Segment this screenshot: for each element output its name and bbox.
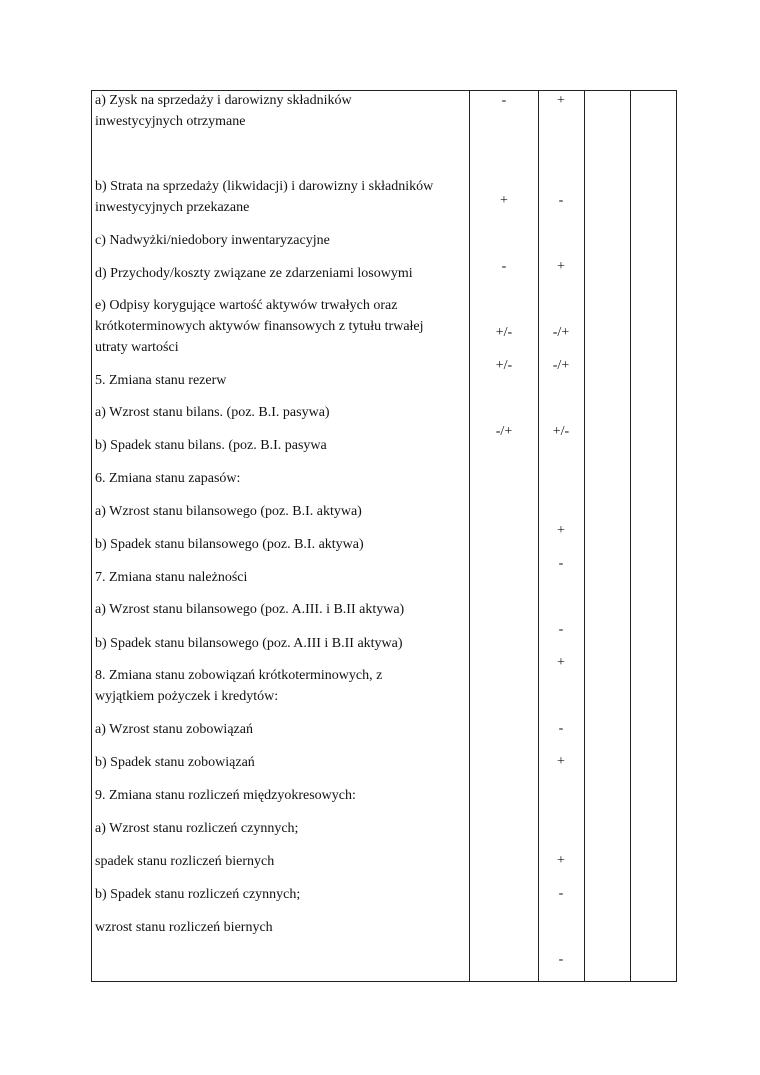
column-1-mark: +/- [495, 358, 513, 373]
description-row: 8. Zmiana stanu zobowiązań krótkoterminowych, z [95, 668, 383, 683]
column-2-mark: - [558, 193, 564, 208]
description-row: b) Spadek stanu bilansowego (poz. A.III i B.II aktywa) [95, 636, 403, 651]
description-row: a) Wzrost stanu bilansowego (poz. A.III. i B.II aktywa) [95, 602, 405, 617]
description-row: 5. Zmiana stanu rezerw [95, 373, 227, 388]
description-row: a) Wzrost stanu rozliczeń czynnych; [95, 821, 299, 836]
description-row: a) Wzrost stanu zobowiązań [95, 722, 253, 737]
column-2-mark: +/- [552, 424, 570, 439]
column-2-mark: + [557, 523, 565, 538]
column-2-mark: - [558, 721, 564, 736]
column-1-mark: + [500, 193, 508, 208]
column-2-mark: - [558, 952, 564, 967]
column-2-mark: -/+ [552, 358, 570, 373]
description-row: 7. Zmiana stanu należności [95, 570, 248, 585]
column-divider-1 [469, 90, 470, 982]
description-row: b) Spadek stanu bilansowego (poz. B.I. aktywa) [95, 537, 364, 552]
description-row: spadek stanu rozliczeń biernych [95, 854, 275, 869]
description-row: krótkoterminowych aktywów finansowych z tytułu trwałej [95, 319, 424, 334]
description-row: inwestycyjnych otrzymane [95, 114, 246, 129]
description-row: 9. Zmiana stanu rozliczeń międzyokresowych: [95, 788, 356, 803]
description-row: utraty wartości [95, 340, 179, 355]
column-1-mark: - [501, 93, 507, 108]
description-row: b) Strata na sprzedaży (likwidacji) i darowizny i składników [95, 179, 434, 194]
column-1-mark: -/+ [495, 424, 513, 439]
column-2-mark: - [558, 556, 564, 571]
description-row: e) Odpisy korygujące wartość aktywów trwałych oraz [95, 298, 398, 313]
column-1-mark: - [501, 259, 507, 274]
description-row: d) Przychody/koszty związane ze zdarzeniami losowymi [95, 266, 413, 281]
description-row: b) Spadek stanu rozliczeń czynnych; [95, 887, 301, 902]
description-row: c) Nadwyżki/niedobory inwentaryzacyjne [95, 233, 330, 248]
description-row: b) Spadek stanu bilans. (poz. B.I. pasywa [95, 438, 327, 453]
column-2-mark: + [557, 655, 565, 670]
column-2-mark: + [557, 93, 565, 108]
description-row: a) Zysk na sprzedaży i darowizny składników [95, 93, 352, 108]
column-divider-4 [630, 90, 631, 982]
column-2-mark: -/+ [552, 325, 570, 340]
column-2-mark: + [557, 754, 565, 769]
column-2-mark: - [558, 886, 564, 901]
description-row: b) Spadek stanu zobowiązań [95, 755, 255, 770]
description-row: inwestycyjnych przekazane [95, 200, 250, 215]
column-1-mark: +/- [495, 325, 513, 340]
description-row: 6. Zmiana stanu zapasów: [95, 471, 241, 486]
description-row: a) Wzrost stanu bilansowego (poz. B.I. aktywa) [95, 504, 362, 519]
column-2-mark: + [557, 853, 565, 868]
column-2-mark: + [557, 259, 565, 274]
description-row: wzrost stanu rozliczeń biernych [95, 920, 273, 935]
description-row: a) Wzrost stanu bilans. (poz. B.I. pasywa) [95, 405, 330, 420]
column-2-mark: - [558, 622, 564, 637]
description-row: wyjątkiem pożyczek i kredytów: [95, 689, 279, 704]
